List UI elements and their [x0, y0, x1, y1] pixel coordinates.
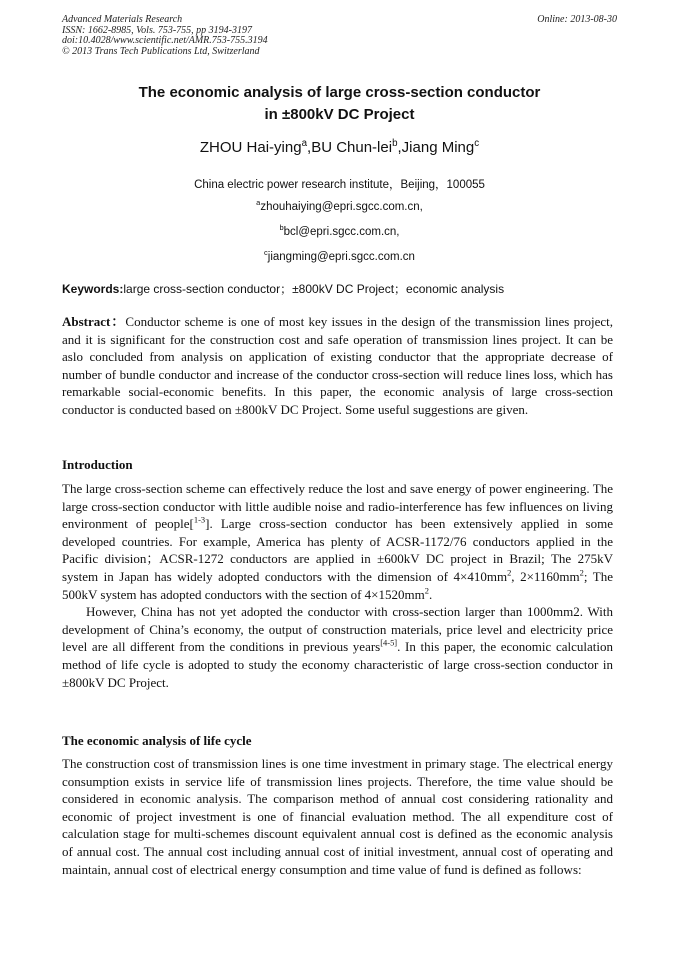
abstract-text: Conductor scheme is one of most key issues in the design of the transmission lines project, and it is significant for the construction cost and safe operation of transmission lines project. It can be aslo concluded from analysis on application of existing conductor that the appropriate decrease of number of bundle conductor and increase of the conductor cross-section will reduce lines loss, which has remarkable social-economic benefits. In this paper, the economic analysis of large cross-section conductor is conducted based on ±800kV DC Project. Some useful suggestions are given.	[62, 314, 613, 417]
email-c	[62, 248, 617, 263]
email-mark: b	[279, 223, 284, 233]
keywords	[62, 280, 617, 297]
section-heading-life-cycle: The economic analysis of life cycle	[62, 733, 252, 748]
author-mark: c	[474, 138, 480, 149]
text-run: , 2×1160mm	[511, 568, 580, 584]
author-name: BU Chun-lei	[311, 139, 393, 156]
email-address: jiangming@epri.sgcc.com.cn	[267, 251, 415, 263]
intro-paragraph-1	[62, 480, 613, 603]
citation: [4-5]	[380, 638, 398, 649]
author-list	[62, 139, 617, 156]
text-run: ]. Large cross-section conductor has been extensively applied in some developed countries. For example, America has plenty of ACSR-1172/76 conductors applied in the Pacific division；ACSR-1272 conductors are applied in ±600kV DC project in Brazil; The 275kV system in Japan has widely adopted conductors with the dimension of 4×410mm	[62, 516, 613, 584]
unit-exponent: 2	[579, 567, 584, 578]
citation: 1-3	[193, 514, 206, 525]
paper-title	[62, 82, 617, 126]
text-run: .	[428, 586, 433, 602]
author-mark: b	[392, 138, 398, 149]
unit-exponent: 2	[424, 585, 429, 596]
doi-line: doi:10.4028/www.scientific.net/AMR.753-755.3194	[62, 35, 268, 46]
affiliation: China electric power research institute，Beijing，100055	[194, 179, 485, 191]
email-a	[62, 198, 617, 213]
title-line-2: in ±800kV DC Project	[264, 106, 415, 123]
text-run: . In this paper, the economic calculation method of life cycle is adopted to study the economy characteristic of large cross-section conductor in ±800kV DC Project.	[62, 639, 613, 690]
email-address: bcl@epri.sgcc.com.cn,	[283, 226, 400, 238]
online-date: Online: 2013-08-30	[537, 14, 617, 25]
email-b	[62, 223, 617, 238]
journal-name: Advanced Materials Research	[62, 14, 183, 25]
introduction-body	[62, 480, 613, 691]
title-line-1: The economic analysis of large cross-section conductor	[138, 84, 541, 101]
author-mark: a	[301, 138, 308, 149]
author-separator: ,	[307, 139, 312, 156]
section-heading-introduction: Introduction	[62, 457, 133, 472]
text-run: However, China has not yet adopted the conductor with cross-section larger than 1000mm2. With development of China’s economy, the output of construction materials, price level and electricity price level are all different from the conditions in previous years	[62, 604, 613, 655]
abstract	[62, 313, 613, 419]
journal-header	[62, 15, 617, 57]
author-name: ZHOU Hai-ying	[199, 139, 302, 156]
abstract-label: Abstract：	[62, 314, 126, 329]
unit-exponent: 2	[507, 567, 512, 578]
issn-line: ISSN: 1662-8985, Vols. 753-755, pp 3194-3197	[62, 24, 252, 36]
author-separator: ,	[397, 139, 402, 156]
email-mark: c	[264, 248, 268, 258]
keywords-label: Keywords:	[62, 282, 124, 296]
email-mark: a	[256, 198, 261, 208]
intro-paragraph-2	[62, 603, 613, 691]
email-address: zhouhaiying@epri.sgcc.com.cn,	[260, 201, 423, 213]
text-run: ; The 500kV system has adopted conductors with the section of 4×1520mm	[62, 568, 613, 602]
author-name: Jiang Ming	[401, 139, 475, 156]
copyright-line: © 2013 Trans Tech Publications Ltd, Switzerland	[62, 45, 260, 57]
keywords-text: large cross-section conductor；±800kV DC Project；economic analysis	[123, 282, 505, 296]
life-cycle-body: The construction cost of transmission lines is one time investment in primary stage. The electrical energy consumption exists in service life of transmission lines projects. Therefore, the time value should be considered in economic analysis. The comparison method of annual cost considering rationality and economic of project investment is one of financial evaluation method. The all expenditure cost of calculation stage for multi-schemes discount equivalent annual cost is defined as the economic analysis of annual cost. The annual cost including annual cost of initial investment, annual cost of operating and maintain, annual cost of electrical energy consumption and time value of fund is defined as follows:	[62, 756, 613, 877]
text-run: The large cross-section scheme can effectively reduce the lost and save energy of power engineering. The large cross-section conductor with little audible noise and radio-interference has few influences on living environment of people[	[62, 481, 613, 532]
